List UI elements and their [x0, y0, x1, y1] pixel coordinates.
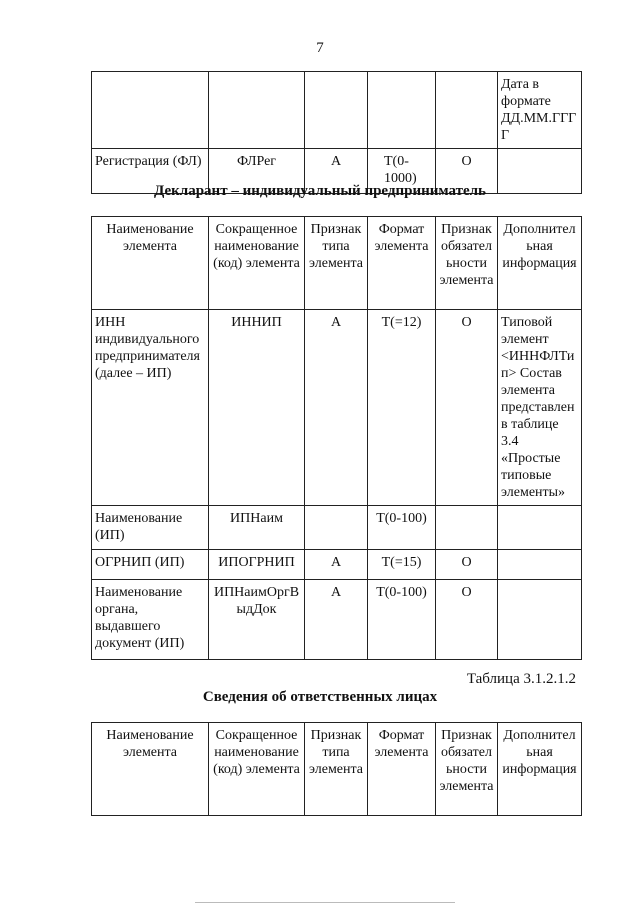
table-row	[92, 72, 582, 149]
header-cell: Формат элемента	[368, 217, 436, 310]
cell: А	[305, 310, 368, 506]
header-cell: Дополнительная информация	[498, 217, 582, 310]
table-continuation	[91, 71, 582, 194]
cell	[368, 72, 436, 149]
cell: А	[305, 149, 368, 194]
cell: ИПНаимОргВыдДок	[209, 580, 305, 660]
cell	[209, 72, 305, 149]
header-cell: Сокращенное наименование (код) элемента	[209, 217, 305, 310]
cell: О	[436, 149, 498, 194]
cell: Т(0-1000)	[368, 149, 436, 194]
cell: Т(=12)	[368, 310, 436, 506]
cell: ФЛРег	[209, 149, 305, 194]
page-number: 7	[316, 40, 324, 56]
table-row	[92, 550, 582, 580]
cell: ИНН индивидуального предпринимателя (далее – ИП)	[92, 310, 209, 506]
table-row	[92, 580, 582, 660]
cell: А	[305, 550, 368, 580]
cell: Регистрация (ФЛ)	[92, 149, 209, 194]
header-cell: Признак обязательности элемента	[436, 723, 498, 816]
cell: Т(0-100)	[368, 506, 436, 550]
table-header-row	[92, 217, 582, 310]
cell: О	[436, 310, 498, 506]
cell: Дата в формате ДД.ММ.ГГГГ	[498, 72, 582, 149]
table-row	[92, 310, 582, 506]
cell: О	[436, 580, 498, 660]
cell: Т(0-100)	[368, 580, 436, 660]
table-reference: Таблица 3.1.2.1.2	[466, 671, 576, 687]
cell: ИПНаим	[209, 506, 305, 550]
header-cell: Формат элемента	[368, 723, 436, 816]
cell: А	[305, 580, 368, 660]
table-row	[92, 506, 582, 550]
scan-edge-line	[195, 902, 455, 903]
table-individual-entrepreneur	[91, 216, 582, 660]
cell: Наименование (ИП)	[92, 506, 209, 550]
cell: Наименование органа, выдавшего документ (ИП)	[92, 580, 209, 660]
header-cell: Признак типа элемента	[305, 723, 368, 816]
header-cell: Признак типа элемента	[305, 217, 368, 310]
cell	[92, 72, 209, 149]
cell: О	[436, 550, 498, 580]
header-cell: Признак обязательности элемента	[436, 217, 498, 310]
cell	[436, 72, 498, 149]
cell: ИННИП	[209, 310, 305, 506]
header-cell: Дополнительная информация	[498, 723, 582, 816]
cell	[498, 550, 582, 580]
cell	[436, 506, 498, 550]
cell	[498, 580, 582, 660]
cell	[305, 506, 368, 550]
cell	[305, 72, 368, 149]
cell: ОГРНИП (ИП)	[92, 550, 209, 580]
header-cell: Сокращенное наименование (код) элемента	[209, 723, 305, 816]
cell: Типовой элемент <ИННФЛТип> Состав элемента представлен в таблице 3.4 «Простые типовые элементы»	[498, 310, 582, 506]
cell: ИПОГРНИП	[209, 550, 305, 580]
section-title-ip: Декларант – индивидуальный предприниматель	[154, 183, 486, 199]
header-cell: Наименование элемента	[92, 217, 209, 310]
table-responsible-persons	[91, 722, 582, 816]
section-title-responsible: Сведения об ответственных лицах	[202, 689, 438, 705]
table-header-row	[92, 723, 582, 816]
cell: Т(=15)	[368, 550, 436, 580]
cell	[498, 506, 582, 550]
header-cell: Наименование элемента	[92, 723, 209, 816]
